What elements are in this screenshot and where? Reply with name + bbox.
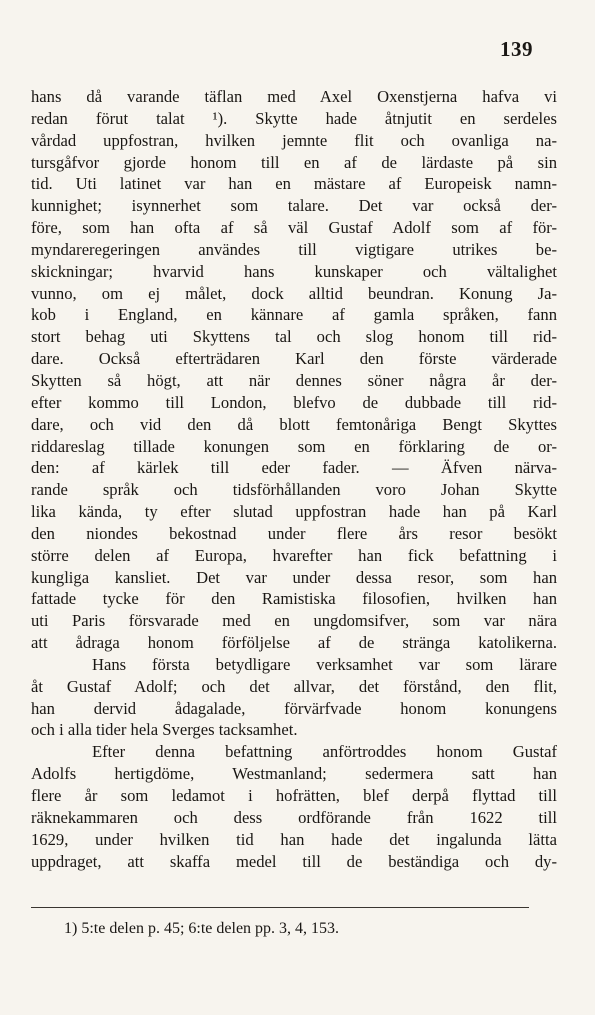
text-line: flere år som ledamot i hofrätten, blef derpå flyttad till <box>31 786 557 805</box>
text-line: uppdraget, att skaffa medel till de beständiga och dy- <box>31 851 557 871</box>
text-line: Efter denna befattning anförtroddes honom Gustaf <box>92 742 557 762</box>
text-line: uti Paris försvarade med en ungdomsifver, som var nära <box>31 611 557 631</box>
text-line: vunno, om ej målet, dock alltid beundran. Konung Ja- <box>31 283 557 303</box>
text-line: han dervid ådagalade, förvärfvade honom konungens <box>31 698 557 718</box>
body-text <box>31 86 557 872</box>
text-line: kob i England, en kännare af gamla språken, fann <box>31 305 557 325</box>
text-line: myndareregeringen användes till vigtigare utrikes be- <box>31 239 557 259</box>
text-line: tid. Uti latinet var han en mästare af Europeisk namn- <box>31 174 557 194</box>
page-number: 139 <box>500 37 533 61</box>
text-line: att ådraga honom förföljelse af de stränga katolikerna. <box>31 633 557 653</box>
footnote-divider <box>31 907 529 908</box>
footnote: 1) 5:te delen p. 45; 6:te delen pp. 3, 4, 153. <box>64 920 340 937</box>
text-line: Hans första betydligare verksamhet var som lärare <box>92 654 557 674</box>
text-line: hans då varande täflan med Axel Oxenstjerna hafva vi <box>31 87 557 106</box>
text-line: den niondes bekostnad under flere års resor besökt <box>31 523 557 543</box>
text-line: tursgåfvor gjorde honom till en af de lärdaste på sin <box>31 152 557 172</box>
text-line: kunnighet; isynnerhet som talare. Det var också der- <box>31 196 557 216</box>
text-line: 1629, under hvilken tid han hade det ingalunda lätta <box>31 829 557 849</box>
text-line: åt Gustaf Adolf; och det allvar, det förstånd, den flit, <box>31 676 557 696</box>
text-line: riddareslag tillade konungen som en förklaring de or- <box>31 436 557 456</box>
text-line: fattade tycke för den Ramistiska filosofien, hvilken han <box>31 589 557 609</box>
text-line: och i alla tider hela Sverges tacksamhet. <box>31 720 298 740</box>
text-line: dare, och vid den då blott femtonåriga Bengt Skyttes <box>31 414 557 434</box>
text-line: före, som han ofta af så väl Gustaf Adolf som af för- <box>31 218 557 238</box>
text-line: den: af kärlek till eder fader. — Äfven närva- <box>31 458 557 478</box>
text-line: kungliga kansliet. Det var under dessa resor, som han <box>31 567 557 587</box>
text-line: efter kommo till London, blefvo de dubbade till rid- <box>31 392 557 412</box>
text-line: Adolfs hertigdöme, Westmanland; sedermera satt han <box>31 764 557 784</box>
text-line: lika kända, ty efter slutad uppfostran hade han på Karl <box>31 502 557 522</box>
text-line: rande språk och tidsförhållanden voro Johan Skytte <box>31 480 557 500</box>
text-line: redan förut talat ¹). Skytte hade åtnjutit en serdeles <box>31 108 557 128</box>
text-line: dare. Också efterträdaren Karl den förste värderade <box>31 349 557 369</box>
text-line: räknekammaren och dess ordförande från 1622 till <box>31 807 557 827</box>
text-line: vårdad uppfostran, hvilken jemnte flit och ovanliga na- <box>31 130 557 150</box>
text-line: Skytten så högt, att när dennes söner några år der- <box>31 370 557 390</box>
text-line: större delen af Europa, hvarefter han fick befattning i <box>31 545 557 565</box>
text-line: stort behag uti Skyttens tal och slog honom till rid- <box>31 327 557 347</box>
text-line: skickningar; hvarvid hans kunskaper och vältalighet <box>31 261 557 281</box>
